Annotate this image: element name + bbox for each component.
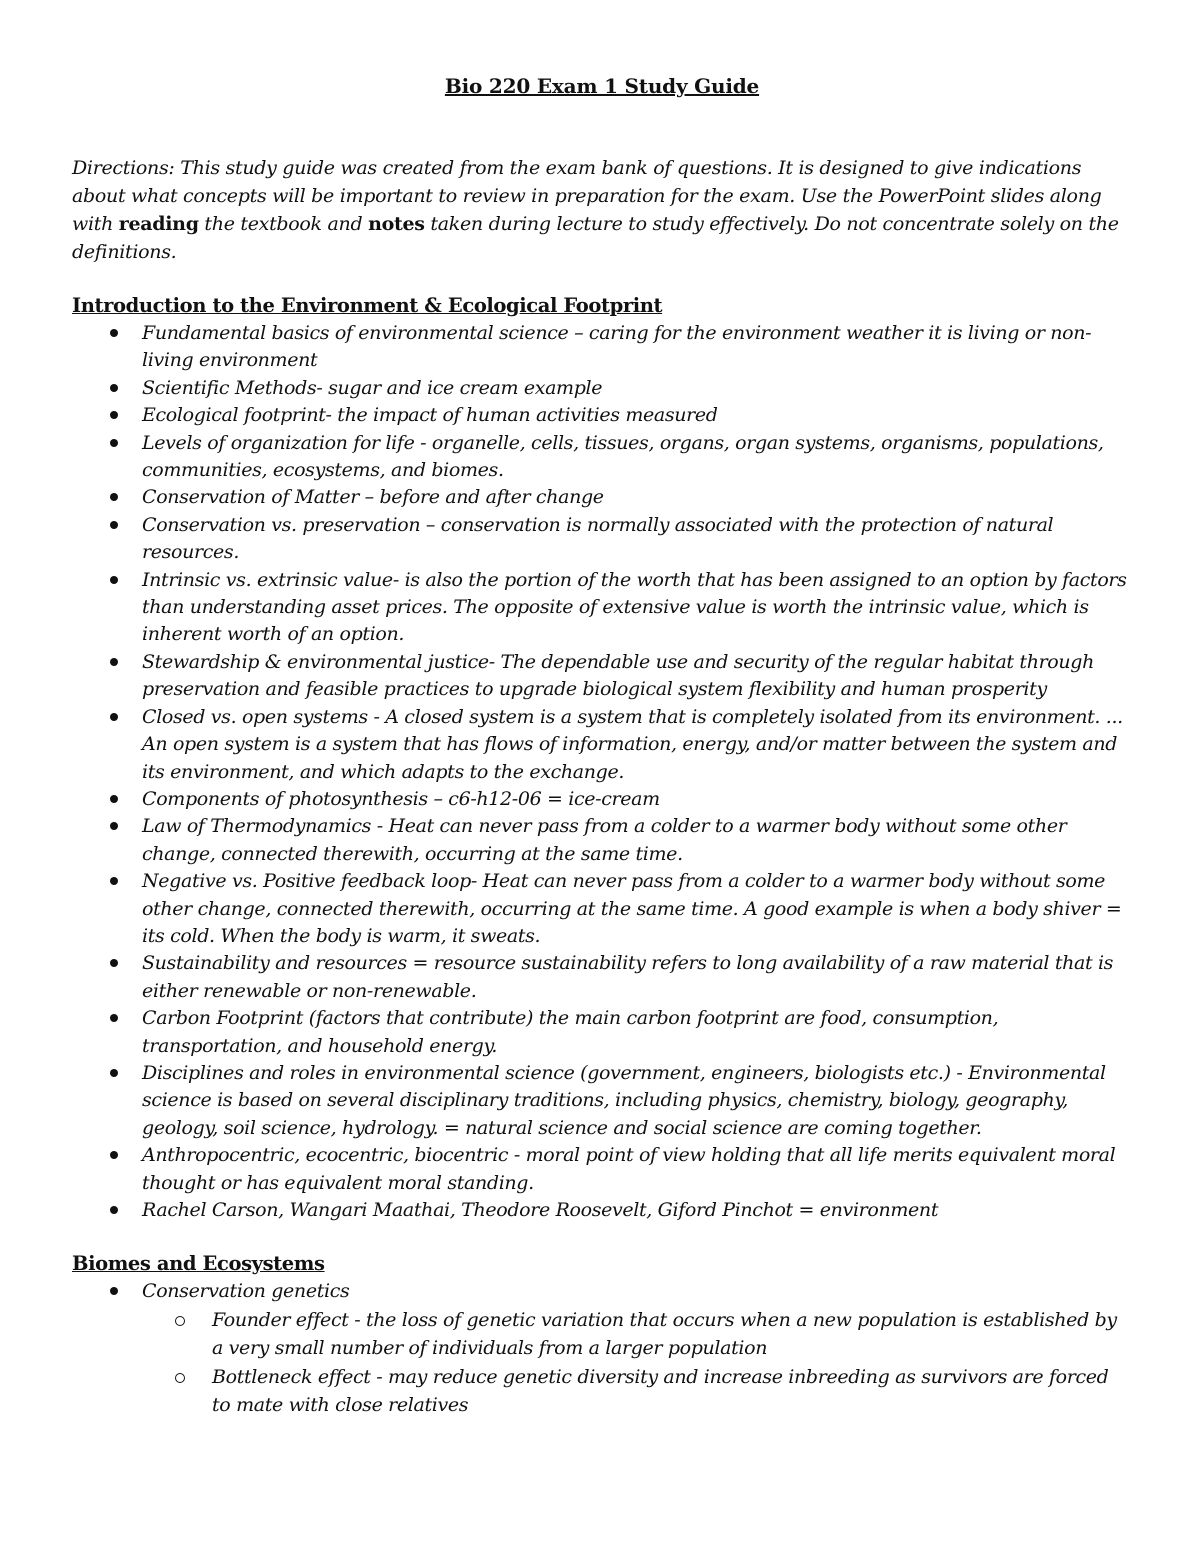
sub-list-item-text: Bottleneck effect - may reduce genetic diversity and increase inbreeding as survivors are forced to mate with close relatives (212, 1365, 1109, 1417)
directions-text-2: the textbook and (198, 213, 369, 235)
list-item (72, 1278, 1132, 1419)
list-item (72, 1142, 1132, 1197)
bullet-icon (110, 1151, 118, 1159)
bullet-icon (110, 329, 118, 337)
document-page (72, 72, 1132, 1446)
list-item (72, 704, 1132, 786)
bullet-icon (110, 493, 118, 501)
bullet-icon (110, 959, 118, 967)
list-item-text: Sustainability and resources = resource sustainability refers to long availability of a raw material that is either renewable or non-renewable. (142, 952, 1114, 1002)
list-item-text: Conservation vs. preservation – conservation is normally associated with the protection of natural resources. (142, 513, 1054, 564)
directions-text-1: Directions: This study guide was created from the exam bank of questions. It is designed to give indications about what concepts will be important to review in preparation for the exam. Use the PowerPoint slides along with (72, 157, 1102, 235)
list-item (72, 1060, 1132, 1142)
list-item-text: Scientific Methods- sugar and ice cream example (142, 376, 603, 399)
list-item-text: Disciplines and roles in environmental science (government, engineers, biologists etc.) - Environmental science is based on several disciplinary traditions, including physics, chemistry, biology, geography, geology, soil science, hydrology. = natural science and social science are coming together. (142, 1061, 1106, 1139)
list-item (72, 430, 1132, 485)
section-environment-list (72, 320, 1132, 1224)
section-biomes-list (72, 1278, 1132, 1419)
bullet-icon (110, 521, 118, 529)
hollow-bullet-icon (175, 1316, 185, 1326)
list-item (72, 512, 1132, 567)
directions-bold-reading: reading (118, 213, 199, 235)
list-item-text: Carbon Footprint (factors that contribute) the main carbon footprint are food, consumption, transportation, and household energy. (142, 1007, 999, 1057)
directions-bold-notes: notes (368, 213, 425, 235)
page-title: Bio 220 Exam 1 Study Guide (444, 74, 760, 98)
bullet-icon (110, 1014, 118, 1022)
bullet-icon (110, 411, 118, 419)
list-item (72, 1005, 1132, 1060)
sub-list (142, 1306, 1132, 1420)
list-item (72, 813, 1132, 868)
bullet-icon (110, 877, 118, 885)
bullet-icon (110, 658, 118, 666)
section-heading-environment: Introduction to the Environment & Ecological Footprint (72, 294, 663, 317)
list-item-text: Law of Thermodynamics - Heat can never pass from a colder to a warmer body without some other change, connected therewith, occurring at the same time. (142, 815, 1067, 865)
bullet-icon (110, 384, 118, 392)
bullet-icon (110, 795, 118, 803)
list-item-text: Components of photosynthesis – c6-h12-06 = ice-cream (142, 787, 660, 810)
list-item (72, 649, 1132, 704)
bullet-icon (110, 1287, 118, 1295)
bullet-icon (110, 1206, 118, 1214)
hollow-bullet-icon (175, 1373, 185, 1383)
sub-list-item-text: Founder effect - the loss of genetic variation that occurs when a new population is established by a very small number of individuals from a larger population (212, 1308, 1117, 1360)
list-item (72, 402, 1132, 429)
list-item (72, 950, 1132, 1005)
list-item-text: Rachel Carson, Wangari Maathai, Theodore Roosevelt, Giford Pinchot = environment (142, 1199, 939, 1221)
list-item-text: Levels of organization for life - organelle, cells, tissues, organs, organ systems, organisms, populations, communities, ecosystems, and biomes. (142, 431, 1104, 482)
list-item (72, 786, 1132, 813)
list-item-text: Conservation of Matter – before and after change (142, 486, 604, 509)
list-item-text: Stewardship & environmental justice- The dependable use and security of the regular habitat through preservation and feasible practices to upgrade biological system flexibility and human prosperity (142, 650, 1094, 701)
list-item (72, 484, 1132, 511)
sub-list-item (142, 1306, 1132, 1363)
bullet-icon (110, 822, 118, 830)
directions-paragraph (72, 154, 1132, 266)
bullet-icon (110, 1069, 118, 1077)
list-item-text: Fundamental basics of environmental science – caring for the environment weather it is living or non-living environment (142, 322, 1092, 372)
section-heading-biomes: Biomes and Ecosystems (72, 1252, 325, 1276)
list-item (72, 375, 1132, 402)
bullet-icon (110, 439, 118, 447)
list-item (72, 567, 1132, 649)
bullet-icon (110, 713, 118, 721)
list-item-text: Negative vs. Positive feedback loop- Heat can never pass from a colder to a warmer body without some other change, connected therewith, occurring at the same time. A good example is when a body shiver = its cold. When the body is warm, it sweats. (142, 870, 1122, 947)
list-item (72, 868, 1132, 950)
list-item-text: Intrinsic vs. extrinsic value- is also the portion of the worth that has been assigned to an option by factors than understanding asset prices. The opposite of extensive value is worth the intrinsic value, which is inherent worth of an option. (142, 568, 1127, 646)
list-item (72, 320, 1132, 375)
sub-list-item (142, 1363, 1132, 1420)
list-item-text: Ecological footprint- the impact of human activities measured (142, 404, 718, 427)
bullet-icon (110, 576, 118, 584)
list-item (72, 1197, 1132, 1224)
list-item-text: Closed vs. open systems - A closed system is a system that is completely isolated from its environment. ... An open system is a system that has flows of information, energy, and/or matter between the system and its environment, and which adapts to the exchange. (142, 705, 1123, 783)
directions-text-3: taken during lecture to study effectively. Do not concentrate solely on the definitions. (72, 213, 1119, 263)
list-item-text: Conservation genetics (142, 1280, 350, 1303)
list-item-text: Anthropocentric, ecocentric, biocentric - moral point of view holding that all life merits equivalent moral thought or has equivalent moral standing. (142, 1144, 1116, 1194)
